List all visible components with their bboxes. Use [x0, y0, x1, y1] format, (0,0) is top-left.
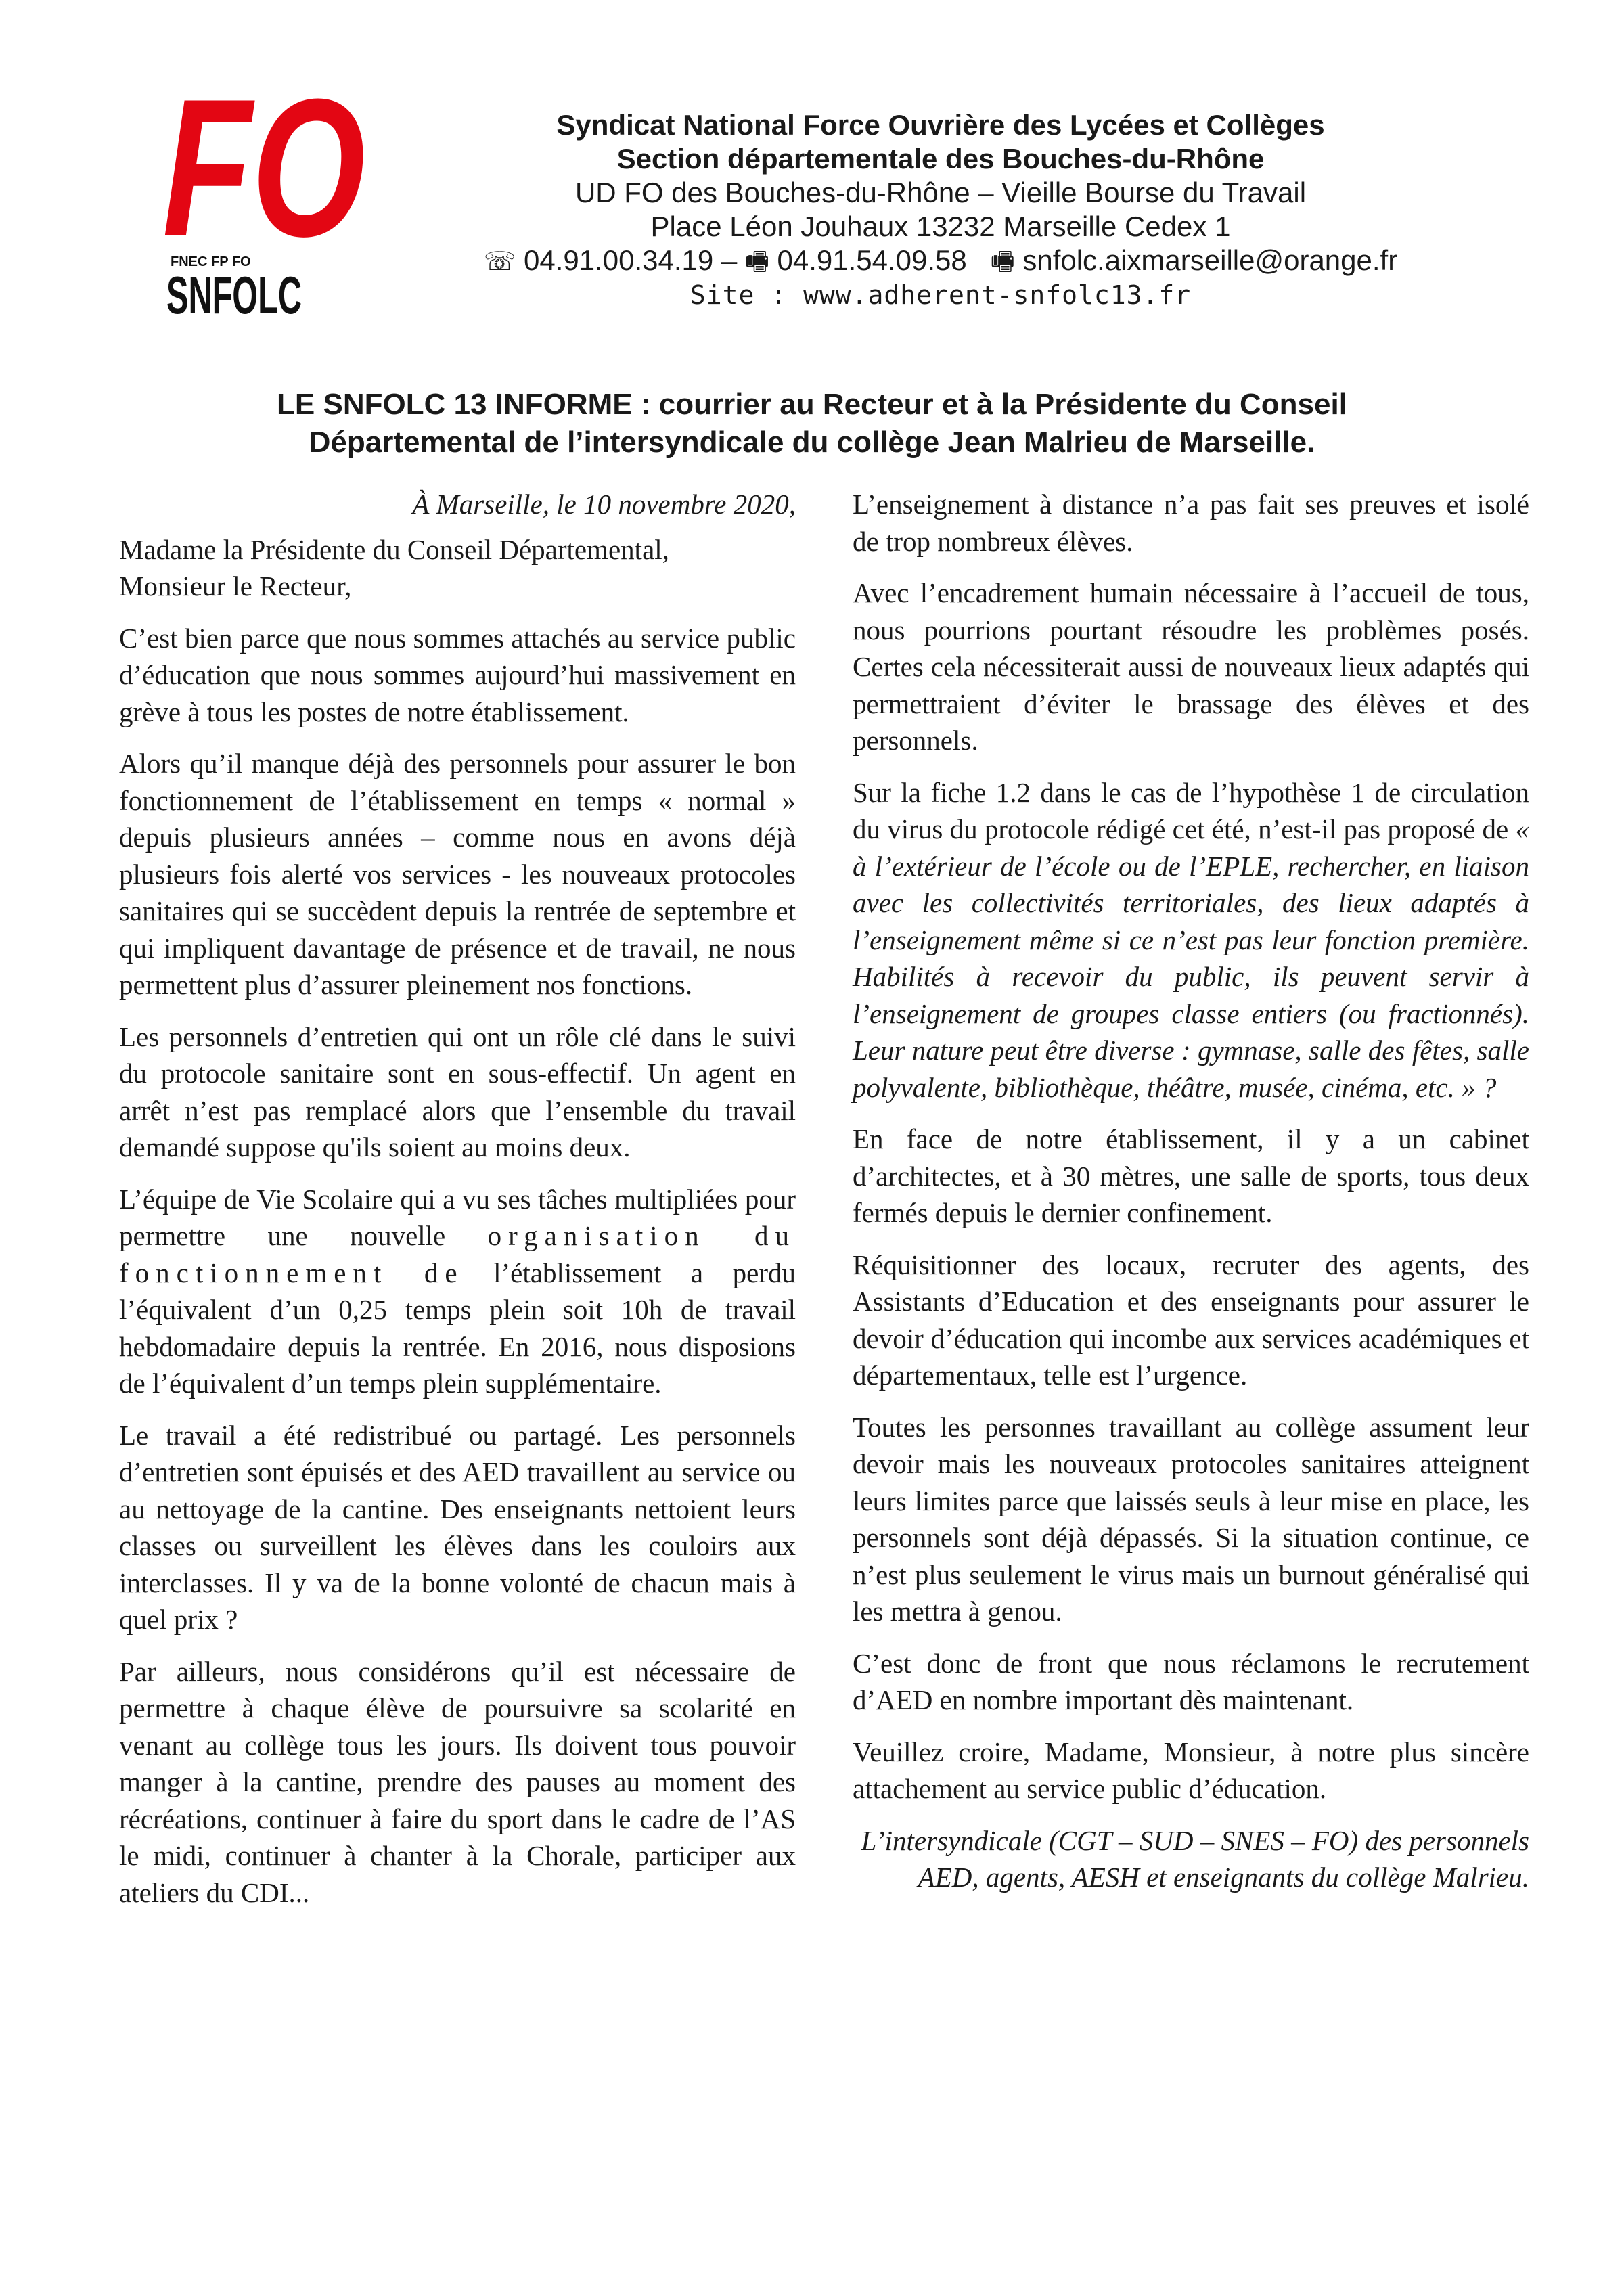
paragraph-12: Toutes les personnes travaillant au collège assument leur devoir mais les nouveaux protocoles sanitaires atteignent leurs limites parce que laissés seuls à leur mise en place, les personnels sont déjà dépassés. Si la situation continue, ce n’est plus seulement le virus mais un burnout généralisé qui les mettra à genou.	[853, 1411, 1529, 1627]
org-phone[interactable]: 04.91.00.34.19	[524, 244, 714, 276]
paragraph-9-quote: « à l’extérieur de l’école ou de l’EPLE, rechercher, en liaison avec les collectivités territoriales, des lieux adaptés à l’enseignement même si ce n’est pas leur fonction première. Habilités à recevoir du public, ils peuvent servir à l’enseignement de groupes classe entiers (ou fractionnés). Leur nature peut être diverse : gymnase, salle des fêtes, salle polyvalente, bibliothèque, théâtre, musée, cinéma, etc. » ?	[853, 813, 1529, 1103]
paragraph-3: Les personnels d’entretien qui ont un rôle clé dans le suivi du protocole sanitaire sont en sous-effectif. Un agent en arrêt n’est pas remplacé alors que l’ensemble du travail demandé suppose qu'ils soient au moins deux.	[119, 1020, 796, 1163]
paragraph-4	[119, 1181, 796, 1402]
title-line2: Départemental de l’intersyndicale du collège Jean Malrieu de Marseille.	[309, 426, 1315, 459]
letter-salutation	[119, 531, 796, 605]
fax-icon: 🖷	[744, 246, 769, 276]
organization-header	[433, 108, 1448, 312]
paragraph-2: Alors qu’il manque déjà des personnels pour assurer le bon fonctionnement de l’établissement en temps « normal » depuis plusieurs années – comme nous en avons déjà plusieurs fois alerté vos services - les nouveaux protocoles sanitaires qui se succèdent depuis la rentrée de septembre et qui impliquent davantage de présence et de travail, ne nous permettent plus d’assurer pleinement nos fonctions.	[119, 748, 796, 1000]
org-section: Section départementale des Bouches-du-Rhône	[616, 143, 1265, 175]
paragraph-5: Le travail a été redistribué ou partagé. Les personnels d’entretien sont épuisés et des AED travaillent au service ou au nettoyage de la cantine. Des enseignants nettoient leurs classes ou surveillent les élèves dans les couloirs aux interclasses. Il y va de la bonne volonté de chacun mais à quel prix ?	[119, 1419, 796, 1635]
paragraph-4-part-c: l’établissement a perdu l’équivalent d’un 0,25 temps plein soit 10h de travail hebdomadaire depuis la rentrée. En 2016, nous disposions de l’équivalent d’un temps plein supplémentaire.	[119, 1257, 796, 1399]
salutation-line2: Monsieur le Recteur,	[119, 570, 352, 602]
salutation-line1: Madame la Présidente du Conseil Départemental,	[119, 533, 669, 565]
paragraph-8: Avec l’encadrement humain nécessaire à l’accueil de tous, nous pourrions pourtant résoudre les problèmes posés. Certes cela nécessiterait aussi de nouveaux lieux adaptés qui permettraient d’éviter le brassage des élèves et des personnels.	[853, 577, 1529, 756]
org-website[interactable]: Site : www.adherent-snfolc13.fr	[690, 280, 1192, 310]
org-address-line1: UD FO des Bouches-du-Rhône – Vieille Bourse du Travail	[574, 177, 1307, 208]
paragraph-9	[853, 774, 1529, 1106]
paragraph-4-part-a: L’équipe de Vie Scolaire qui a vu ses tâches multipliées pour permettre une nouvelle	[119, 1183, 796, 1251]
letter-signature: L’intersyndicale (CGT – SUD – SNES – FO) des personnels AED, agents, AESH et enseignants du collège Malrieu.	[861, 1824, 1529, 1893]
paragraph-13: C’est donc de front que nous réclamons le recrutement d’AED en nombre important dès maintenant.	[853, 1647, 1529, 1715]
paragraph-9-intro: Sur la fiche 1.2 dans le cas de l’hypothèse 1 de circulation du virus du protocole rédigé cet été, n’est-il pas proposé de	[853, 776, 1529, 845]
paragraph-1: C’est bien parce que nous sommes attachés au service public d’éducation que nous sommes aujourd’hui massivement en grève à tous les postes de notre établissement.	[119, 622, 796, 727]
paragraph-4-part-b: organisation du fonctionnement de	[119, 1220, 796, 1288]
logo-fo-mark: FO	[162, 80, 365, 277]
paragraph-7: L’enseignement à distance n’a pas fait ses preuves et isolé de trop nombreux élèves.	[853, 489, 1529, 557]
letter-column-right	[853, 486, 1529, 1911]
fo-snfolc-logo	[157, 80, 380, 323]
paragraph-10: En face de notre établissement, il y a un cabinet d’architectes, et à 30 mètres, une salle de sports, tous deux fermés depuis le dernier confinement.	[853, 1123, 1529, 1228]
logo-snfolc-text: SNFOLC	[166, 265, 302, 323]
document-title	[156, 386, 1468, 462]
mail-icon: 🖷	[990, 246, 1015, 276]
paragraph-14: Veuillez croire, Madame, Monsieur, à notre plus sincère attachement au service public d’éducation.	[853, 1736, 1529, 1804]
letter-column-left	[119, 486, 796, 1926]
org-fax: 04.91.54.09.58	[777, 244, 967, 276]
letter-date: À Marseille, le 10 novembre 2020,	[412, 489, 796, 520]
logo-graphic	[157, 80, 380, 323]
org-address-line2: Place Léon Jouhaux 13232 Marseille Cedex 1	[650, 210, 1231, 242]
paragraph-6: Par ailleurs, nous considérons qu’il est nécessaire de permettre à chaque élève de poursuivre sa scolarité en venant au collège tous les jours. Ils doivent tous pouvoir manger à la cantine, prendre des pauses au moment des récréations, continuer à faire du sport dans le cadre de l’AS le midi, continuer à chanter à la Chorale, participer aux ateliers du CDI...	[119, 1655, 796, 1908]
org-contact-line	[433, 244, 1448, 278]
contact-separator: –	[721, 244, 738, 276]
title-line1: LE SNFOLC 13 INFORME : courrier au Recteur et à la Présidente du Conseil	[277, 388, 1347, 421]
logo-small-text: FNEC FP FO	[171, 254, 251, 269]
phone-icon: ☏	[483, 246, 516, 276]
org-name: Syndicat National Force Ouvrière des Lycées et Collèges	[556, 109, 1325, 141]
org-email[interactable]: snfolc.aixmarseille@orange.fr	[1022, 244, 1398, 276]
paragraph-11: Réquisitionner des locaux, recruter des agents, des Assistants d’Education et des enseignants pour assurer le devoir d’éducation qui incombe aux services académiques et départementaux, telle est l’urgence.	[853, 1248, 1529, 1391]
